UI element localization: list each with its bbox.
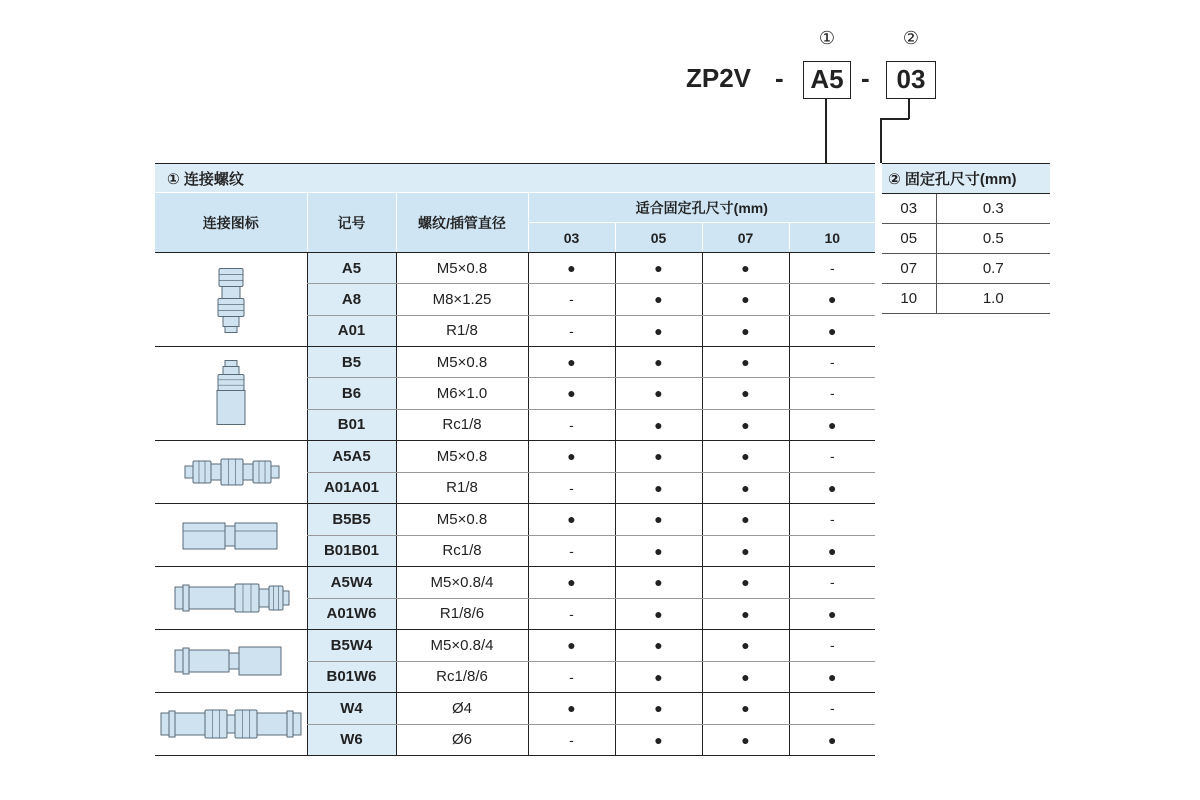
connector-type-w-icon — [155, 693, 307, 756]
fit-mark: - — [789, 347, 875, 378]
fit-mark: ● — [528, 630, 615, 662]
row-code: B5 — [307, 347, 396, 378]
fit-mark: ● — [702, 724, 789, 756]
fit-mark: ● — [789, 472, 875, 504]
connector-type-bb-icon — [155, 504, 307, 567]
header-thread: 螺纹/插管直径 — [396, 193, 528, 253]
row-code: W6 — [307, 724, 396, 756]
fit-mark: ● — [789, 598, 875, 630]
row-code: B01B01 — [307, 535, 396, 567]
fit-mark: ● — [702, 315, 789, 346]
fit-mark: ● — [528, 693, 615, 725]
thread-table — [155, 163, 875, 756]
fit-mark: ● — [702, 347, 789, 378]
fit-mark: - — [528, 315, 615, 346]
connector-type-a-icon — [155, 253, 307, 347]
model-dash-2: - — [861, 63, 870, 93]
row-code: W4 — [307, 693, 396, 725]
fit-mark: ● — [789, 535, 875, 567]
hole-code: 05 — [882, 224, 936, 254]
fit-mark: ● — [615, 630, 702, 662]
row-thread: Ø4 — [396, 693, 528, 725]
row-thread: Rc1/8 — [396, 535, 528, 567]
marker-2: ② — [902, 28, 920, 48]
leader-line-1 — [825, 99, 827, 163]
fit-mark: ● — [615, 504, 702, 536]
fit-mark: ● — [615, 567, 702, 599]
fit-mark: - — [789, 504, 875, 536]
hole-size: 0.5 — [936, 224, 1050, 254]
row-code: B5B5 — [307, 504, 396, 536]
fit-mark: ● — [615, 315, 702, 346]
fit-mark: - — [528, 724, 615, 756]
table-row — [155, 693, 875, 725]
connector-type-aw-icon — [155, 567, 307, 630]
fit-mark: ● — [789, 315, 875, 346]
fit-mark: ● — [528, 378, 615, 409]
row-code: A8 — [307, 284, 396, 315]
header-size-05: 05 — [615, 223, 702, 253]
header-icon: 连接图标 — [155, 193, 307, 253]
fit-mark: ● — [702, 598, 789, 630]
hole-row — [882, 224, 1050, 254]
row-code: B01W6 — [307, 661, 396, 693]
fit-mark: ● — [615, 598, 702, 630]
model-prefix: ZP2V — [686, 63, 752, 93]
fit-mark: - — [789, 630, 875, 662]
row-code: A01A01 — [307, 472, 396, 504]
table-row — [155, 253, 875, 284]
header-code: 记号 — [307, 193, 396, 253]
thread-table-title: ① 连接螺纹 — [155, 164, 875, 193]
row-thread: Rc1/8/6 — [396, 661, 528, 693]
model-segment-2: 03 — [886, 61, 936, 99]
connector-type-b-icon — [155, 347, 307, 441]
fit-mark: ● — [789, 724, 875, 756]
table-row — [155, 630, 875, 662]
hole-row — [882, 194, 1050, 224]
connector-type-bw-icon — [155, 630, 307, 693]
fit-mark: ● — [789, 284, 875, 315]
marker-1: ① — [818, 28, 836, 48]
row-code: A5W4 — [307, 567, 396, 599]
fit-mark: - — [789, 378, 875, 409]
fit-mark: ● — [615, 253, 702, 284]
row-thread: M5×0.8 — [396, 441, 528, 473]
hole-table-title: ② 固定孔尺寸(mm) — [882, 164, 1050, 194]
fit-mark: ● — [528, 567, 615, 599]
fit-mark: ● — [702, 441, 789, 473]
row-code: A01 — [307, 315, 396, 346]
header-size-07: 07 — [702, 223, 789, 253]
leader-line-2 — [908, 99, 910, 119]
fit-mark: ● — [615, 724, 702, 756]
row-code: B01 — [307, 409, 396, 440]
fit-mark: ● — [702, 661, 789, 693]
hole-code: 03 — [882, 194, 936, 224]
fit-mark: ● — [702, 535, 789, 567]
row-code: B5W4 — [307, 630, 396, 662]
fit-mark: ● — [702, 472, 789, 504]
header-size-10: 10 — [789, 223, 875, 253]
row-thread: Ø6 — [396, 724, 528, 756]
fit-mark: ● — [615, 441, 702, 473]
fit-mark: ● — [702, 409, 789, 440]
leader-line-2-h — [880, 118, 909, 120]
fit-mark: ● — [615, 347, 702, 378]
fit-mark: - — [528, 284, 615, 315]
row-thread: R1/8 — [396, 315, 528, 346]
fit-mark: - — [789, 693, 875, 725]
fit-mark: ● — [702, 567, 789, 599]
row-thread: M5×0.8 — [396, 504, 528, 536]
fit-mark: ● — [528, 441, 615, 473]
fit-mark: ● — [615, 472, 702, 504]
header-fit-group: 适合固定孔尺寸(mm) — [528, 193, 875, 223]
fit-mark: - — [528, 598, 615, 630]
hole-size-table — [882, 163, 1050, 314]
fit-mark: ● — [789, 661, 875, 693]
model-segment-1: A5 — [803, 61, 851, 99]
connector-type-aa-icon — [155, 441, 307, 504]
model-dash-1: - — [775, 63, 784, 93]
fit-mark: ● — [702, 253, 789, 284]
row-code: A5A5 — [307, 441, 396, 473]
fit-mark: - — [528, 535, 615, 567]
table-row — [155, 567, 875, 599]
hole-size: 1.0 — [936, 284, 1050, 314]
leader-line-2-drop — [880, 118, 882, 163]
row-thread: M5×0.8 — [396, 253, 528, 284]
row-thread: M5×0.8/4 — [396, 567, 528, 599]
fit-mark: - — [528, 409, 615, 440]
fit-mark: ● — [702, 378, 789, 409]
fit-mark: - — [528, 661, 615, 693]
row-code: A5 — [307, 253, 396, 284]
fit-mark: ● — [702, 693, 789, 725]
fit-mark: - — [789, 567, 875, 599]
hole-code: 07 — [882, 254, 936, 284]
hole-row — [882, 254, 1050, 284]
hole-size: 0.3 — [936, 194, 1050, 224]
fit-mark: - — [789, 441, 875, 473]
fit-mark: - — [528, 472, 615, 504]
row-thread: M6×1.0 — [396, 378, 528, 409]
table-row — [155, 441, 875, 473]
fit-mark: ● — [615, 378, 702, 409]
row-thread: R1/8 — [396, 472, 528, 504]
fit-mark: ● — [615, 693, 702, 725]
table-row — [155, 504, 875, 536]
fit-mark: ● — [615, 661, 702, 693]
fit-mark: ● — [528, 253, 615, 284]
row-code: A01W6 — [307, 598, 396, 630]
fit-mark: ● — [615, 284, 702, 315]
row-thread: R1/8/6 — [396, 598, 528, 630]
row-thread: M8×1.25 — [396, 284, 528, 315]
row-thread: M5×0.8 — [396, 347, 528, 378]
hole-row — [882, 284, 1050, 314]
hole-code: 10 — [882, 284, 936, 314]
fit-mark: ● — [528, 504, 615, 536]
header-size-03: 03 — [528, 223, 615, 253]
fit-mark: ● — [615, 535, 702, 567]
hole-size: 0.7 — [936, 254, 1050, 284]
table-row — [155, 347, 875, 378]
fit-mark: - — [789, 253, 875, 284]
fit-mark: ● — [702, 284, 789, 315]
fit-mark: ● — [528, 347, 615, 378]
fit-mark: ● — [702, 504, 789, 536]
fit-mark: ● — [702, 630, 789, 662]
row-code: B6 — [307, 378, 396, 409]
fit-mark: ● — [615, 409, 702, 440]
fit-mark: ● — [789, 409, 875, 440]
row-thread: M5×0.8/4 — [396, 630, 528, 662]
row-thread: Rc1/8 — [396, 409, 528, 440]
